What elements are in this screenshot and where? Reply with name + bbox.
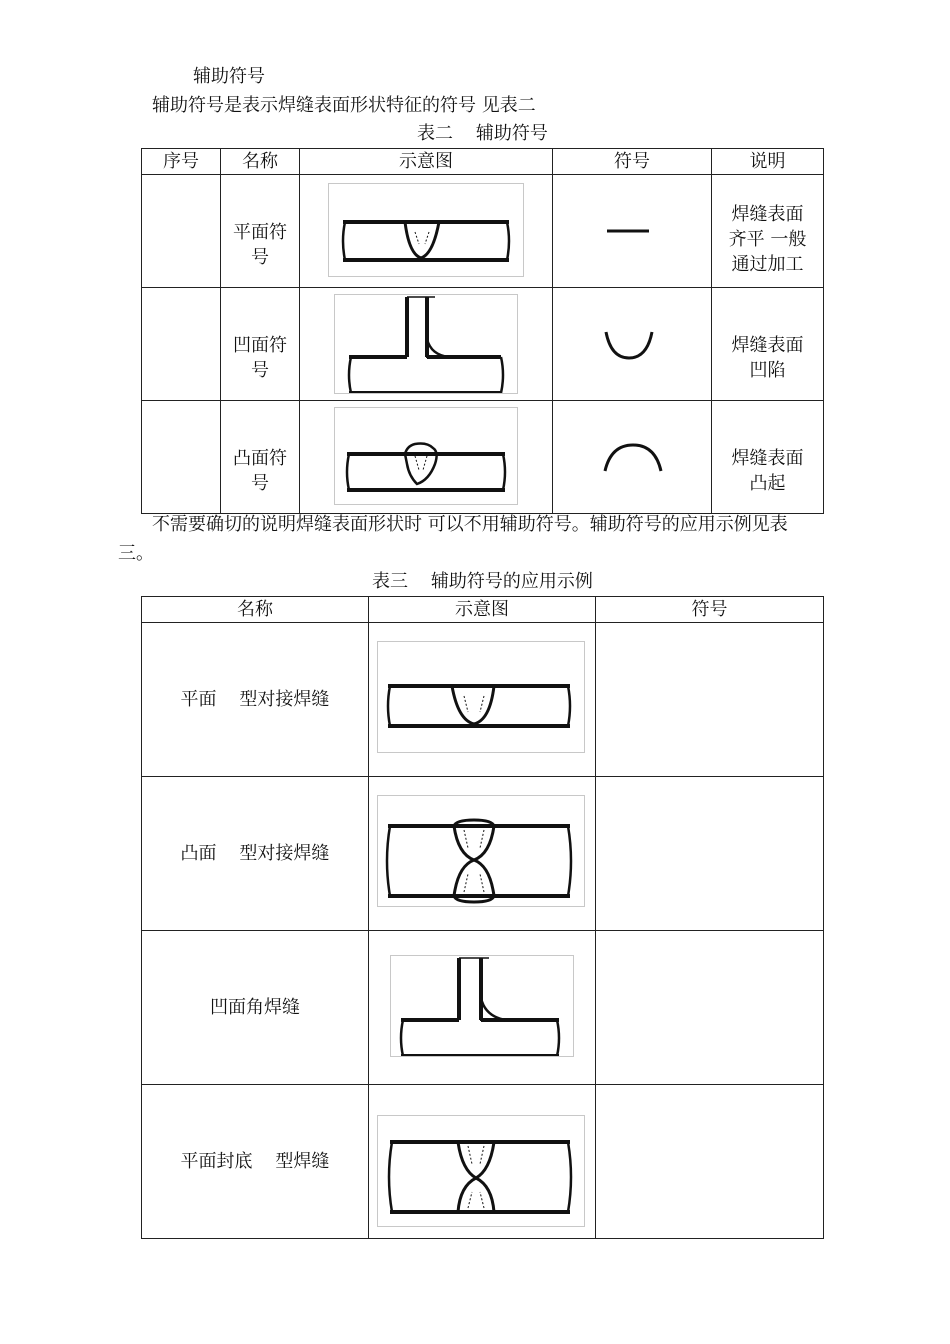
table2-row3-index xyxy=(142,401,221,514)
table2-caption: 表二 辅助符号 xyxy=(417,123,548,144)
table3-row4-symbol xyxy=(596,1085,824,1239)
table3-row2-symbol xyxy=(596,777,824,931)
table3-row2-name: 凸面 型对接焊缝 xyxy=(142,777,369,931)
table-row xyxy=(142,623,824,777)
table3-header-row xyxy=(142,597,824,623)
concave-fillet-weld-diagram-icon xyxy=(390,955,574,1057)
table2-row3-name: 凸面符 号 xyxy=(233,448,287,494)
table3 xyxy=(141,596,824,1239)
table3-row1-symbol xyxy=(596,623,824,777)
fillet-weld-concave-diagram-icon xyxy=(334,294,518,394)
concave-arc-symbol-icon xyxy=(553,324,712,364)
table-row xyxy=(142,401,824,514)
table2-row2-index xyxy=(142,288,221,401)
table3-row3-symbol xyxy=(596,931,824,1085)
flat-line-symbol-icon xyxy=(553,216,712,246)
table2-row1-index xyxy=(142,175,221,288)
table3-header-name: 名称 xyxy=(142,597,369,623)
butt-weld-convex-diagram-icon xyxy=(334,407,518,505)
convex-arc-symbol-icon xyxy=(553,437,712,477)
table2-row2-name: 凹面符 号 xyxy=(233,335,287,381)
table-row xyxy=(142,931,824,1085)
table2-header-index: 序号 xyxy=(142,149,221,175)
note-text-line1: 不需要确切的说明焊缝表面形状时 可以不用辅助符号。辅助符号的应用示例见表 xyxy=(152,514,788,535)
table2-row1-name: 平面符 号 xyxy=(233,222,287,268)
table3-caption: 表三 辅助符号的应用示例 xyxy=(372,571,593,592)
butt-weld-flat-diagram-icon xyxy=(328,183,524,277)
convex-x-butt-weld-diagram-icon xyxy=(377,795,585,907)
table2-header-name: 名称 xyxy=(221,149,300,175)
table2-header-symbol: 符号 xyxy=(553,149,712,175)
table3-header-figure: 示意图 xyxy=(369,597,596,623)
table2-row1-description: 焊缝表面 齐平 一般 通过加工 xyxy=(728,203,807,275)
table2 xyxy=(141,148,824,514)
note-text-line2: 三。 xyxy=(118,543,154,564)
table2-row3-description: 焊缝表面 凸起 xyxy=(731,448,804,494)
table-row xyxy=(142,1085,824,1239)
table2-row2-description: 焊缝表面 凹陷 xyxy=(731,335,804,381)
flat-backing-v-weld-diagram-icon xyxy=(377,1115,585,1227)
table2-header-figure: 示意图 xyxy=(300,149,553,175)
table-row xyxy=(142,175,824,288)
flat-v-butt-weld-diagram-icon xyxy=(377,641,585,753)
table2-header-row xyxy=(142,149,824,175)
table3-row1-name: 平面 型对接焊缝 xyxy=(142,623,369,777)
table-row xyxy=(142,777,824,931)
section-heading: 辅助符号 xyxy=(193,66,265,87)
table3-row3-name: 凹面角焊缝 xyxy=(142,931,369,1085)
table3-header-symbol: 符号 xyxy=(596,597,824,623)
table3-row4-name: 平面封底 型焊缝 xyxy=(142,1085,369,1239)
table-row xyxy=(142,288,824,401)
intro-text: 辅助符号是表示焊缝表面形状特征的符号 见表二 xyxy=(152,95,536,116)
table2-header-description: 说明 xyxy=(712,149,824,175)
